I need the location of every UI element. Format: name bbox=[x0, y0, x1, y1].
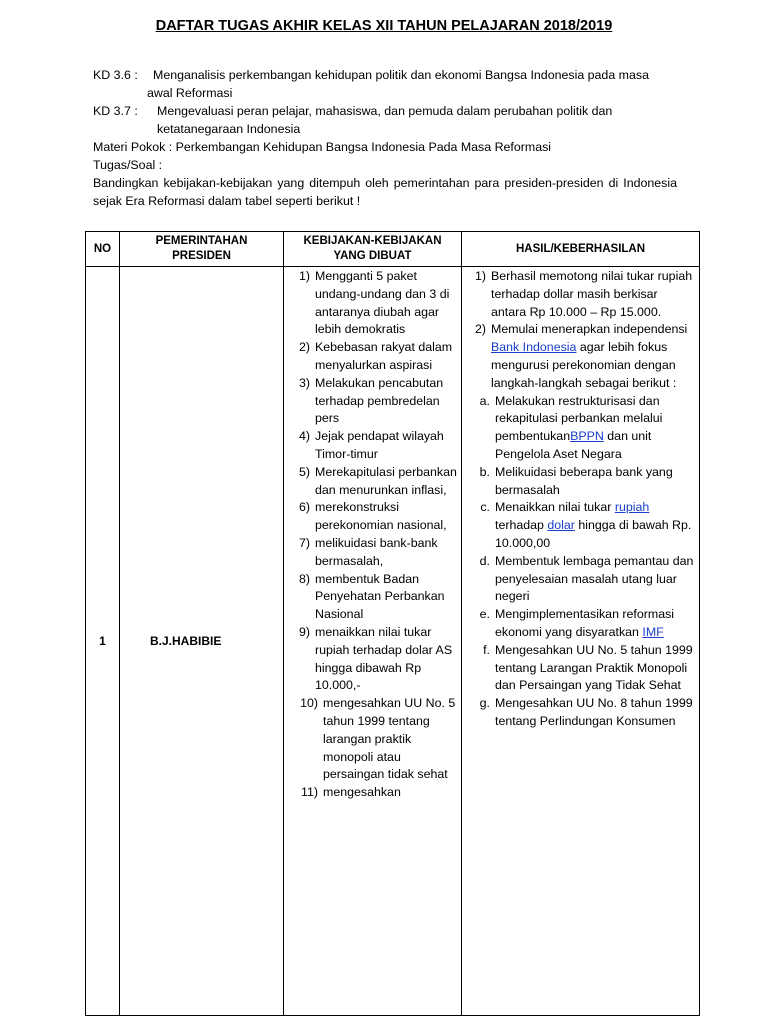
materi-pokok: Materi Pokok : Perkembangan Kehidupan Bangsa Indonesia Pada Masa Reformasi bbox=[93, 140, 552, 154]
header-presiden bbox=[120, 232, 284, 267]
assignment-header bbox=[93, 66, 677, 210]
list-item bbox=[464, 321, 695, 392]
header-presiden-line1: PEMERINTAHAN bbox=[155, 235, 248, 247]
item-text: Kebebasan rakyat dalam menyalurkan aspirasi bbox=[315, 340, 453, 372]
list-item bbox=[464, 606, 695, 642]
item-number: 2) bbox=[298, 340, 310, 355]
item-number: 1) bbox=[474, 269, 486, 283]
item-text bbox=[491, 321, 695, 392]
header-no: NO bbox=[86, 232, 120, 267]
list-item bbox=[464, 642, 695, 695]
item-text: Membentuk lembaga pemantau dan penyelesaian masalah utang luar negeri bbox=[495, 553, 694, 604]
list-item bbox=[288, 624, 457, 695]
hasil-cell bbox=[462, 267, 700, 1016]
item-number: 8) bbox=[298, 571, 310, 586]
item-letter: e. bbox=[479, 607, 490, 622]
item-text: Jejak pendapat wilayah Timor-timur bbox=[315, 429, 444, 461]
item-number: 7) bbox=[298, 535, 310, 550]
list-item bbox=[288, 571, 457, 624]
policy-table bbox=[85, 231, 700, 1016]
item-number: 10) bbox=[300, 696, 318, 711]
imf-link[interactable]: IMF bbox=[642, 624, 664, 639]
list-item bbox=[288, 375, 457, 428]
document-title: DAFTAR TUGAS AKHIR KELAS XII TAHUN PELAJARAN 2018/2019 bbox=[155, 18, 613, 34]
item-number: 4) bbox=[298, 429, 310, 444]
item-letter: d. bbox=[479, 553, 490, 568]
item-letter: b. bbox=[479, 464, 490, 479]
header-hasil: HASIL/KEBERHASILAN bbox=[462, 232, 700, 267]
item-text: Mengganti 5 paket undang-undang dan 3 di antaranya diubah agar lebih demokratis bbox=[315, 269, 450, 337]
item-letter: f. bbox=[483, 642, 490, 657]
kd-code: KD 3.6 : bbox=[93, 68, 138, 82]
header-presiden-line2: PRESIDEN bbox=[172, 250, 231, 262]
table-header-row bbox=[86, 232, 700, 267]
bank-indonesia-link[interactable]: Bank Indonesia bbox=[491, 340, 577, 355]
item-text bbox=[495, 606, 695, 642]
item-number: 11) bbox=[301, 785, 318, 800]
header-kebijakan-line1: KEBIJAKAN-KEBIJAKAN bbox=[303, 235, 442, 247]
item-number: 2) bbox=[474, 322, 486, 337]
list-item bbox=[288, 499, 457, 535]
item-text bbox=[495, 499, 695, 552]
tugas-label: Tugas/Soal : bbox=[93, 158, 163, 172]
kd-text: Menganalisis perkembangan kehidupan politik dan ekonomi Bangsa Indonesia pada masa bbox=[153, 68, 649, 82]
item-letter: a. bbox=[479, 393, 490, 408]
bppn-link[interactable]: BPPN bbox=[570, 429, 604, 444]
list-item bbox=[288, 535, 457, 571]
item-number: 1) bbox=[298, 269, 310, 283]
item-text-part: hingga di bawah Rp. 10.000,00 bbox=[495, 518, 692, 550]
item-text: Melakukan pencabutan terhadap pembredelan pers bbox=[315, 375, 444, 426]
kd-3-6 bbox=[93, 66, 677, 84]
item-text-part: agar lebih fokus mengurusi perekonomian dengan langkah-langkah sebagai berikut : bbox=[491, 340, 677, 390]
item-text: mengesahkan UU No. 5 tahun 1999 tentang larangan praktik monopoli atau persaingan tidak sehat bbox=[323, 696, 456, 782]
list-item bbox=[464, 695, 695, 731]
list-item bbox=[464, 268, 695, 321]
item-text: membentuk Badan Penyehatan Perbankan Nasional bbox=[315, 571, 445, 622]
item-number: 5) bbox=[298, 464, 310, 479]
list-item bbox=[288, 428, 457, 464]
item-text: mengesahkan bbox=[323, 785, 401, 800]
item-text: Mengesahkan UU No. 5 tahun 1999 tentang Larangan Praktik Monopoli dan Persaingan yang Tidak Sehat bbox=[495, 642, 693, 693]
item-text-part: dan unit Pengelola Aset Negara bbox=[495, 429, 652, 461]
table-row bbox=[86, 267, 700, 1016]
header-kebijakan-line2: YANG DIBUAT bbox=[333, 250, 412, 262]
item-text-part: Menaikkan nilai tukar bbox=[495, 500, 615, 515]
list-item bbox=[288, 464, 457, 500]
list-item bbox=[464, 553, 695, 606]
item-letter: c. bbox=[480, 500, 490, 515]
list-item bbox=[464, 464, 695, 500]
item-text: Melikuidasi beberapa bank yang bermasalah bbox=[495, 464, 673, 497]
item-number: 3) bbox=[298, 375, 310, 390]
item-text-part: Melakukan restrukturisasi dan rekapitulasi perbankan melalui pembentukan bbox=[495, 393, 663, 444]
rupiah-link[interactable]: rupiah bbox=[614, 500, 650, 515]
kebijakan-cell bbox=[284, 267, 462, 1016]
kebijakan-list bbox=[284, 267, 461, 802]
kd-code: KD 3.7 : bbox=[93, 104, 138, 118]
list-item bbox=[288, 695, 457, 784]
item-text: Merekapitulasi perbankan dan menurunkan inflasi, bbox=[315, 464, 457, 497]
hasil-list bbox=[462, 267, 699, 731]
kd-text: Mengevaluasi peran pelajar, mahasiswa, dan pemuda dalam perubahan politik dan bbox=[157, 104, 613, 118]
list-item bbox=[288, 784, 457, 802]
item-text: menaikkan nilai tukar rupiah terhadap dolar AS hingga dibawah Rp 10.000,- bbox=[315, 624, 453, 693]
kd-3-7 bbox=[93, 102, 677, 120]
item-text-part: terhadap bbox=[495, 518, 548, 533]
item-text: Mengesahkan UU No. 8 tahun 1999 tentang Perlindungan Konsumen bbox=[495, 696, 693, 728]
item-letter: g. bbox=[479, 696, 490, 711]
list-item bbox=[464, 499, 695, 552]
item-text: Berhasil memotong nilai tukar rupiah terhadap dollar masih berkisar antara Rp 10.000 – Rp 15.000. bbox=[491, 269, 693, 319]
instruction-text: Bandingkan kebijakan-kebijakan yang ditempuh oleh pemerintahan para presiden-presiden di Indonesia sejak Era Reformasi dalam tabel seperti berikut ! bbox=[93, 176, 677, 208]
list-item bbox=[288, 339, 457, 375]
item-text-part: Memulai menerapkan independensi bbox=[491, 322, 688, 337]
president-name: B.J.HABIBIE bbox=[120, 267, 284, 1016]
dolar-link[interactable]: dolar bbox=[547, 518, 575, 533]
header-kebijakan bbox=[284, 232, 462, 267]
item-text: merekonstruksi perekonomian nasional, bbox=[315, 500, 447, 533]
item-number: 6) bbox=[298, 500, 310, 515]
list-item bbox=[288, 268, 457, 339]
item-number: 9) bbox=[298, 624, 310, 639]
kd-text-continued: awal Reformasi bbox=[147, 86, 233, 100]
kd-text-continued: ketatanegaraan Indonesia bbox=[157, 122, 301, 136]
item-text bbox=[495, 393, 695, 464]
list-item bbox=[464, 393, 695, 464]
item-text: melikuidasi bank-bank bermasalah, bbox=[315, 535, 438, 568]
item-text-part: Mengimplementasikan reformasi ekonomi yang disyaratkan bbox=[495, 607, 675, 639]
row-number: 1 bbox=[86, 267, 120, 1016]
